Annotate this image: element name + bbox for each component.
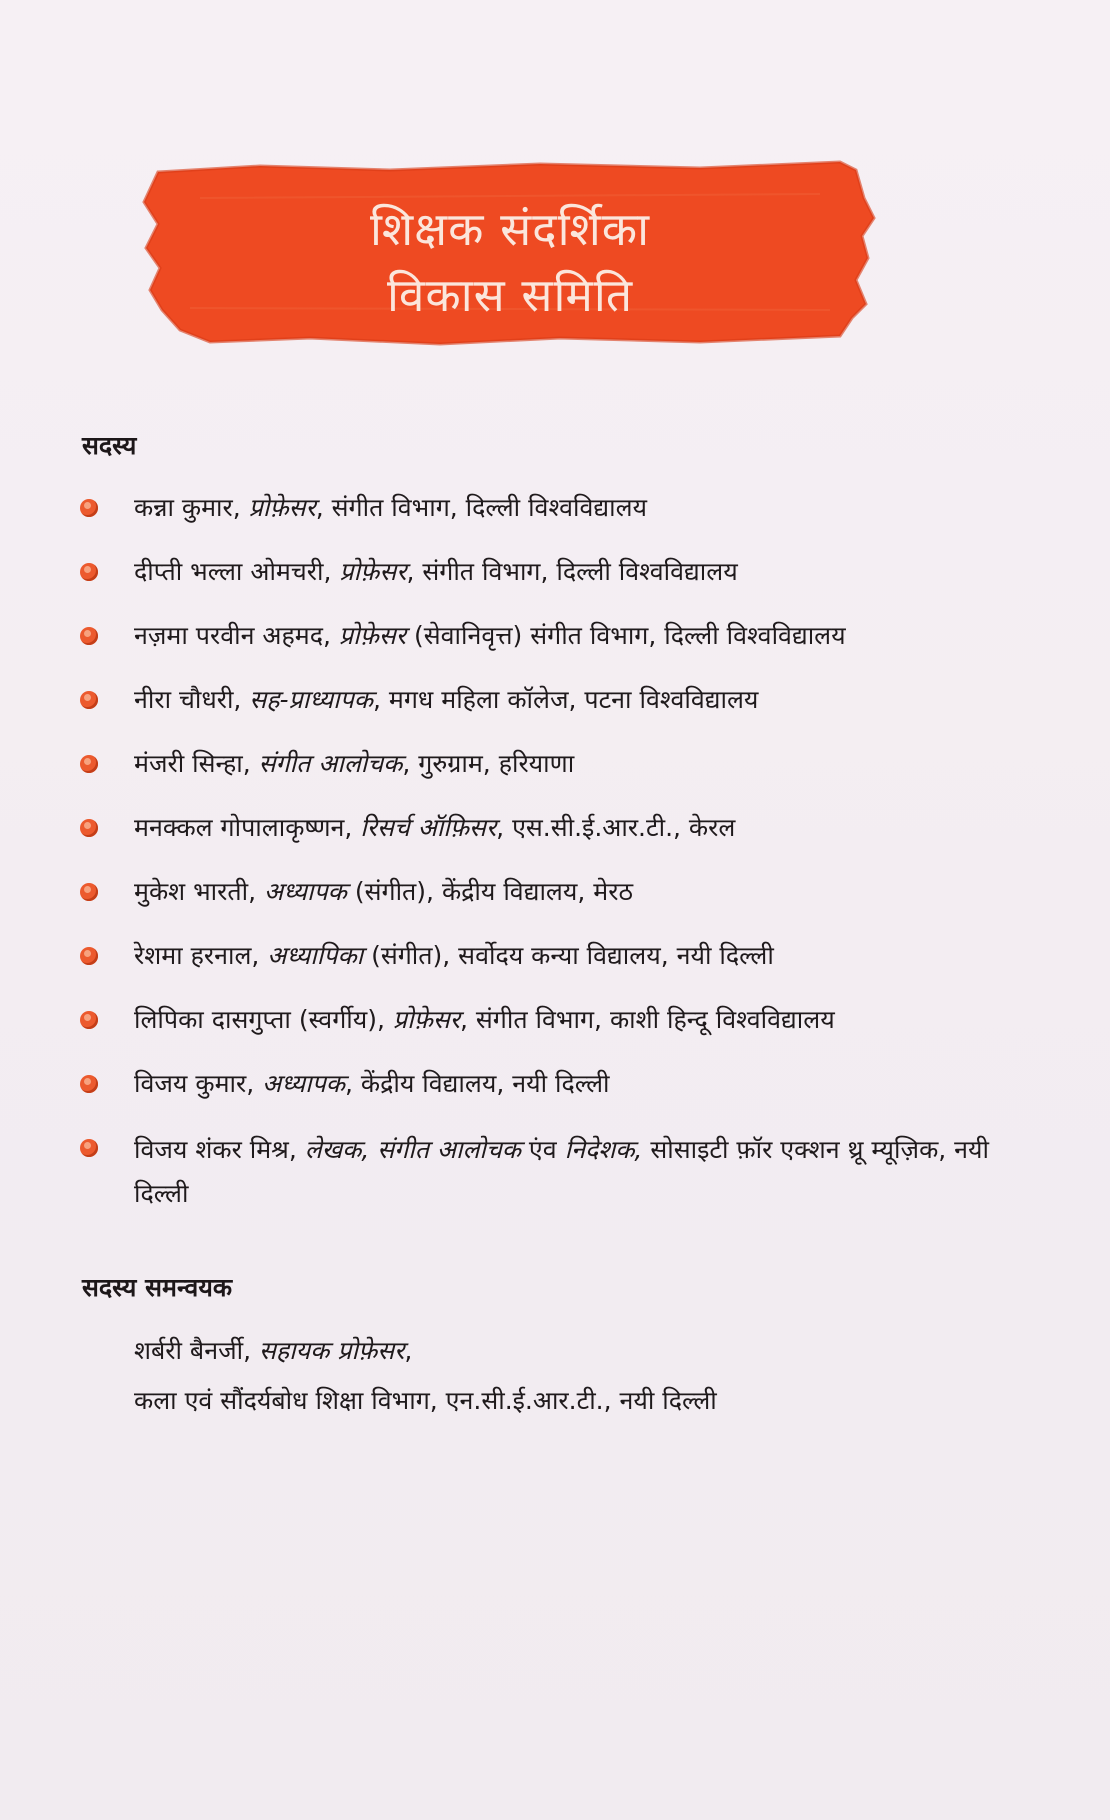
member-role: अध्यापक: [264, 877, 347, 906]
member-role: लेखक, संगीत आलोचक: [304, 1135, 521, 1164]
bullet-icon: [80, 819, 98, 837]
member-name: कन्ना कुमार,: [134, 493, 249, 522]
bullet-icon: [80, 1011, 98, 1029]
coordinator-name: शर्बरी बैनर्जी,: [134, 1336, 259, 1365]
member-name: नीरा चौधरी,: [134, 685, 250, 714]
member-affiliation: , संगीत विभाग, काशी हिन्दू विश्वविद्यालय: [460, 1005, 835, 1034]
member-affiliation: (सेवानिवृत्त) संगीत विभाग, दिल्ली विश्वविद्यालय: [406, 621, 846, 650]
list-item: [80, 744, 1040, 784]
list-item: [80, 680, 1040, 720]
member-affiliation: (संगीत), केंद्रीय विद्यालय, मेरठ: [346, 877, 633, 906]
list-item: [80, 488, 1040, 528]
title-line-2: विकास समिति: [386, 268, 634, 322]
coordinator-role: सहायक प्रोफ़ेसर: [259, 1336, 405, 1365]
member-name: मंजरी सिन्हा,: [134, 749, 259, 778]
member-name: दीप्ती भल्ला ओमचरी,: [134, 557, 340, 586]
members-list: [80, 488, 1040, 1240]
member-role: प्रोफ़ेसर: [392, 1005, 461, 1034]
member-name: विजय शंकर मिश्र,: [134, 1135, 305, 1164]
member-role: सह-प्राध्यापक: [249, 685, 373, 714]
bullet-icon: [80, 883, 98, 901]
bullet-icon: [80, 499, 98, 517]
member-role: अध्यापिका: [267, 941, 364, 970]
member-role: प्रोफ़ेसर: [339, 557, 407, 586]
member-name: मनक्कल गोपालाकृष्णन,: [134, 813, 361, 842]
member-affiliation: , संगीत विभाग, दिल्ली विश्वविद्यालय: [406, 557, 738, 586]
list-item: [80, 872, 1040, 912]
member-conjunction: एंव: [520, 1135, 565, 1164]
members-heading: सदस्य: [82, 431, 137, 460]
list-item: [80, 1128, 1040, 1216]
coordinator-suffix: ,: [404, 1336, 413, 1365]
list-item: [80, 552, 1040, 592]
member-role: संगीत आलोचक: [258, 749, 403, 778]
member-name: रेशमा हरनाल,: [134, 941, 268, 970]
list-item: [80, 1064, 1040, 1104]
title-line-1: शिक्षक संदर्शिका: [369, 202, 651, 256]
bullet-icon: [80, 691, 98, 709]
member-affiliation: , केंद्रीय विद्यालय, नयी दिल्ली: [345, 1069, 610, 1098]
member-role: प्रोफ़ेसर: [248, 493, 316, 522]
bullet-icon: [80, 947, 98, 965]
coordinator-block: [134, 1326, 717, 1426]
bullet-icon: [80, 563, 98, 581]
member-role: प्रोफ़ेसर: [338, 621, 407, 650]
member-affiliation: , एस.सी.ई.आर.टी., केरल: [496, 813, 736, 842]
list-item: [80, 808, 1040, 848]
list-item: [80, 1000, 1040, 1040]
member-name: विजय कुमार,: [134, 1069, 263, 1098]
member-affiliation: , गुरुग्राम, हरियाणा: [402, 749, 575, 778]
member-name: लिपिका दासगुप्ता (स्वर्गीय),: [134, 1005, 393, 1034]
member-role-2: निदेशक,: [564, 1135, 643, 1164]
list-item: [80, 936, 1040, 976]
list-item: [80, 616, 1040, 656]
member-name: मुकेश भारती,: [134, 877, 264, 906]
member-role: रिसर्च ऑफ़िसर: [360, 813, 497, 842]
coordinator-line-1: [134, 1326, 717, 1376]
bullet-icon: [80, 1075, 98, 1093]
page-title: [140, 196, 880, 328]
member-role: अध्यापक: [262, 1069, 346, 1098]
coordinator-affiliation: कला एवं सौंदर्यबोध शिक्षा विभाग, एन.सी.ई.आर.टी., नयी दिल्ली: [134, 1386, 717, 1415]
member-affiliation: , संगीत विभाग, दिल्ली विश्वविद्यालय: [315, 493, 648, 522]
bullet-icon: [80, 755, 98, 773]
bullet-icon: [80, 1139, 98, 1157]
coordinator-heading: सदस्य समन्वयक: [82, 1273, 233, 1302]
member-affiliation: सोसाइटी फ़ॉर एक्शन थ्रू म्यूज़िक, नयी दिल्ली: [134, 1135, 990, 1208]
member-affiliation: (संगीत), सर्वोदय कन्या विद्यालय, नयी दिल्ली: [363, 941, 774, 970]
member-name: नज़मा परवीन अहमद,: [134, 621, 339, 650]
member-affiliation: , मगध महिला कॉलेज, पटना विश्वविद्यालय: [373, 685, 759, 714]
bullet-icon: [80, 627, 98, 645]
title-banner: [140, 158, 880, 358]
